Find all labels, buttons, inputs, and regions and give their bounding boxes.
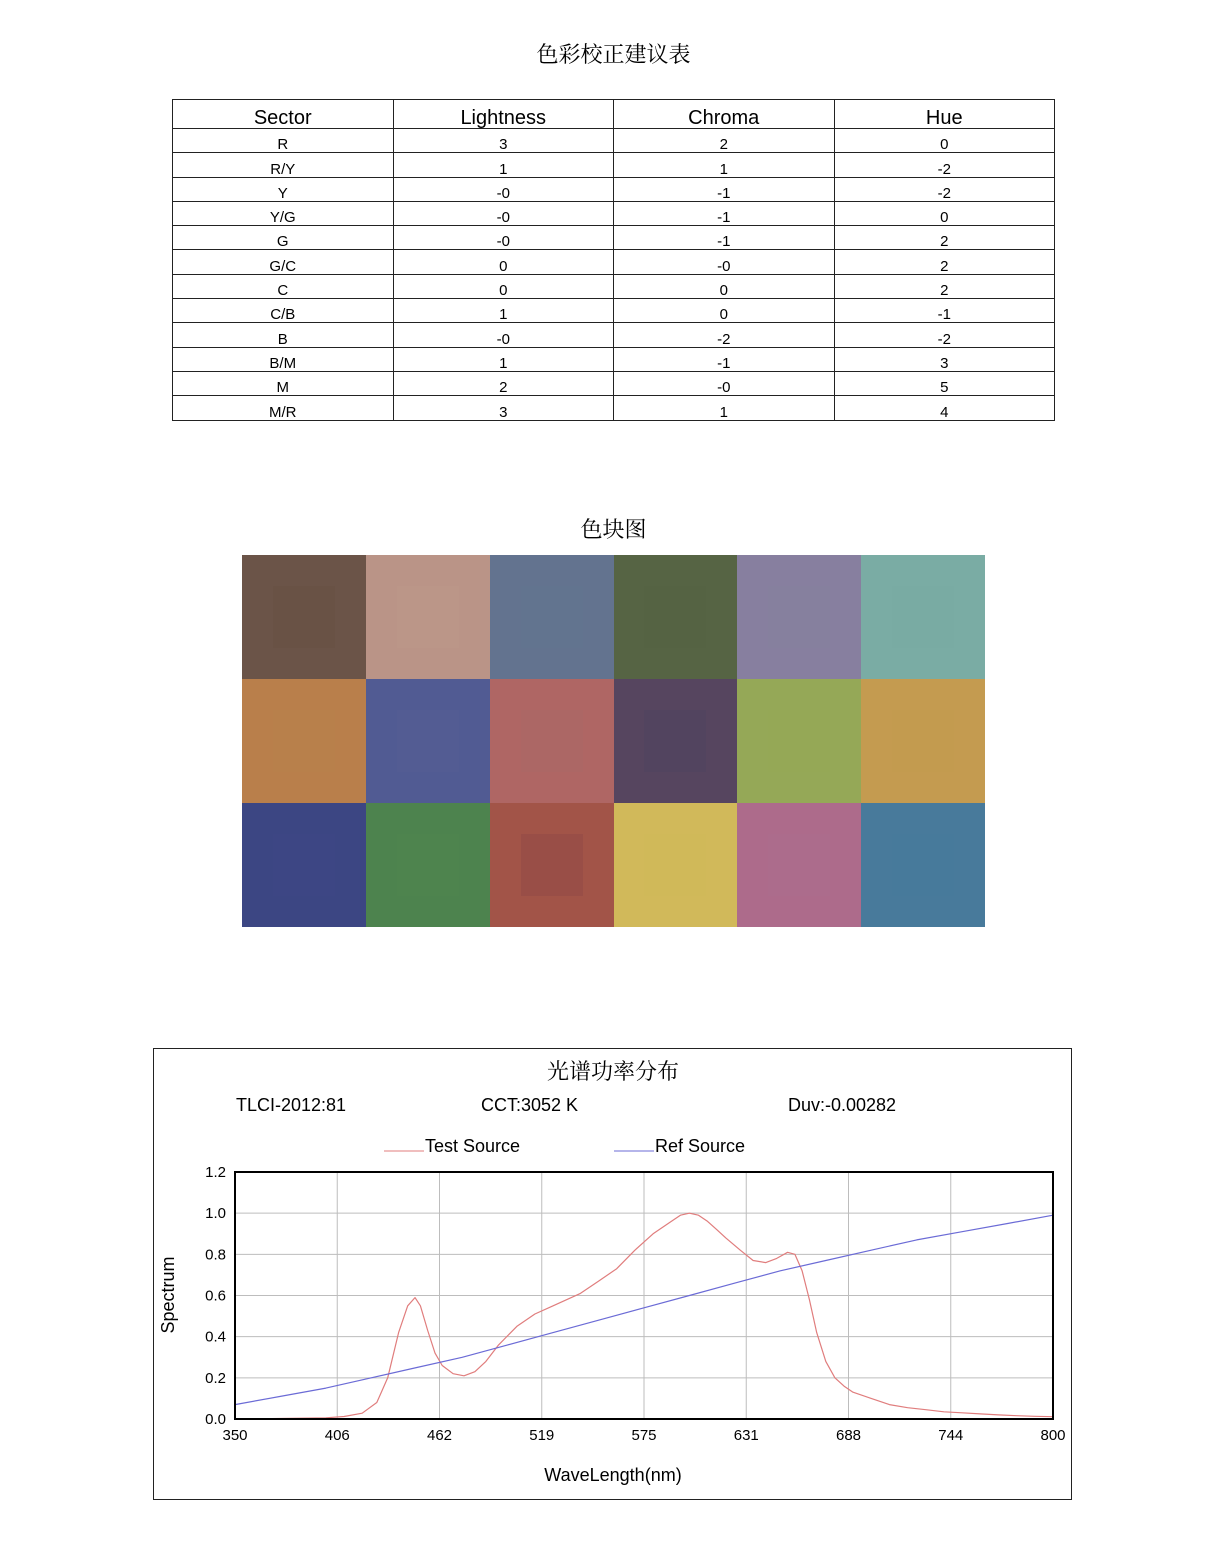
color-swatch: [490, 555, 614, 679]
swatch-title: 色块图: [580, 518, 647, 543]
x-tick-label: 688: [835, 1427, 862, 1444]
hue-cell: -2: [834, 323, 1055, 347]
color-swatch-corrected: [768, 834, 830, 896]
chroma-cell: 2: [614, 129, 835, 153]
hue-cell: 0: [834, 129, 1055, 153]
table-row: [173, 201, 1055, 225]
color-swatch: [614, 803, 738, 927]
color-swatch: [737, 803, 861, 927]
color-swatch: [861, 803, 985, 927]
color-swatch-corrected: [644, 834, 706, 896]
table-row: [173, 226, 1055, 250]
chroma-cell: 1: [614, 153, 835, 177]
lightness-cell: 2: [393, 371, 614, 395]
color-swatch: [614, 679, 738, 803]
lightness-cell: -0: [393, 226, 614, 250]
hue-cell: -2: [834, 153, 1055, 177]
table-row: [173, 323, 1055, 347]
color-swatch-corrected: [768, 586, 830, 648]
hue-cell: 2: [834, 226, 1055, 250]
color-swatch-corrected: [644, 710, 706, 772]
y-tick-label: 0.0: [205, 1411, 226, 1428]
table-row: [173, 371, 1055, 395]
sector-cell: M: [173, 371, 394, 395]
table-row: [173, 347, 1055, 371]
color-swatch-corrected: [521, 710, 583, 772]
color-swatch-corrected: [644, 586, 706, 648]
color-swatch-corrected: [892, 586, 954, 648]
color-swatch: [861, 555, 985, 679]
hue-cell: 4: [834, 396, 1055, 420]
table-row: [173, 299, 1055, 323]
color-swatch-corrected: [273, 710, 335, 772]
column-header-lightness: Lightness: [393, 100, 614, 129]
hue-cell: 0: [834, 201, 1055, 225]
color-swatch-corrected: [521, 834, 583, 896]
sector-cell: G: [173, 226, 394, 250]
color-swatch: [366, 555, 490, 679]
color-swatch-corrected: [397, 586, 459, 648]
tick-labels: [205, 1164, 1065, 1444]
chart-title: 光谱功率分布: [546, 1059, 680, 1084]
hue-cell: 2: [834, 250, 1055, 274]
duv-value: Duv:-0.00282: [788, 1095, 897, 1115]
chroma-cell: 0: [614, 299, 835, 323]
table-body: [173, 129, 1055, 421]
color-swatch: [366, 679, 490, 803]
lightness-cell: 0: [393, 250, 614, 274]
hue-cell: 3: [834, 347, 1055, 371]
sector-cell: Y: [173, 177, 394, 201]
legend: [384, 1136, 745, 1156]
chroma-cell: -1: [614, 226, 835, 250]
table-row: [173, 396, 1055, 420]
color-swatch-corrected: [521, 586, 583, 648]
chroma-cell: -0: [614, 371, 835, 395]
y-tick-label: 0.8: [205, 1246, 226, 1264]
hue-cell: 5: [834, 371, 1055, 395]
chroma-cell: -1: [614, 347, 835, 371]
tlci-value: TLCI-2012:81: [236, 1095, 347, 1115]
hue-cell: -1: [834, 299, 1055, 323]
y-tick-label: 1.0: [205, 1205, 226, 1223]
chroma-cell: -1: [614, 177, 835, 201]
table-row: [173, 129, 1055, 153]
color-swatch: [861, 679, 985, 803]
chroma-cell: 0: [614, 274, 835, 298]
color-swatch: [614, 555, 738, 679]
sector-cell: R/Y: [173, 153, 394, 177]
lightness-cell: -0: [393, 201, 614, 225]
spd-panel: [153, 1048, 1072, 1500]
sector-cell: G/C: [173, 250, 394, 274]
sector-cell: B: [173, 323, 394, 347]
y-tick-label: 1.2: [205, 1164, 226, 1181]
sector-cell: R: [173, 129, 394, 153]
chroma-cell: -2: [614, 323, 835, 347]
x-tick-label: 350: [222, 1427, 248, 1444]
chroma-cell: 1: [614, 396, 835, 420]
color-swatch-corrected: [273, 834, 335, 896]
color-swatch: [242, 803, 366, 927]
color-swatch-corrected: [768, 710, 830, 772]
color-swatch-corrected: [397, 834, 459, 896]
table-row: [173, 274, 1055, 298]
x-tick-label: 744: [938, 1427, 964, 1444]
color-swatch: [737, 679, 861, 803]
color-swatch-corrected: [273, 586, 335, 648]
lightness-cell: 1: [393, 153, 614, 177]
spd-chart: [154, 1049, 1071, 1499]
table-row: [173, 153, 1055, 177]
y-tick-label: 0.2: [205, 1369, 226, 1387]
sector-cell: B/M: [173, 347, 394, 371]
column-header-chroma: Chroma: [614, 100, 835, 129]
table-row: [173, 250, 1055, 274]
correction-table: [172, 99, 1055, 421]
correction-table-title: 色彩校正建议表: [536, 43, 691, 68]
color-swatch: [490, 679, 614, 803]
color-swatch-corrected: [892, 710, 954, 772]
chroma-cell: -1: [614, 201, 835, 225]
x-tick-label: 631: [733, 1427, 759, 1444]
lightness-cell: -0: [393, 177, 614, 201]
y-axis-label: Spectrum: [158, 1256, 178, 1334]
color-swatch: [366, 803, 490, 927]
swatch-grid: [242, 555, 985, 927]
color-swatch-corrected: [892, 834, 954, 896]
lightness-cell: 0: [393, 274, 614, 298]
x-tick-label: 519: [529, 1427, 555, 1444]
y-tick-label: 0.6: [205, 1287, 226, 1305]
grid: [235, 1172, 1053, 1419]
table-row: [173, 177, 1055, 201]
x-tick-label: 800: [1040, 1427, 1066, 1444]
legend-test-label: Test Source: [425, 1136, 521, 1156]
x-tick-label: 406: [324, 1427, 350, 1444]
hue-cell: 2: [834, 274, 1055, 298]
column-header-sector: Sector: [173, 100, 394, 129]
legend-ref-label: Ref Source: [655, 1136, 746, 1156]
color-swatch: [242, 555, 366, 679]
lightness-cell: 1: [393, 347, 614, 371]
color-swatch: [737, 555, 861, 679]
color-swatch-corrected: [397, 710, 459, 772]
chroma-cell: -0: [614, 250, 835, 274]
color-swatch: [490, 803, 614, 927]
lightness-cell: 1: [393, 299, 614, 323]
x-axis-label: WaveLength(nm): [544, 1465, 682, 1485]
sector-cell: C: [173, 274, 394, 298]
color-swatch: [242, 679, 366, 803]
sector-cell: Y/G: [173, 201, 394, 225]
column-header-hue: Hue: [834, 100, 1055, 129]
sector-cell: M/R: [173, 396, 394, 420]
cct-value: CCT:3052 K: [481, 1095, 579, 1115]
x-tick-label: 575: [631, 1427, 657, 1444]
x-tick-label: 462: [426, 1427, 453, 1444]
lightness-cell: 3: [393, 396, 614, 420]
table-header-row: [173, 100, 1055, 129]
lightness-cell: -0: [393, 323, 614, 347]
hue-cell: -2: [834, 177, 1055, 201]
lightness-cell: 3: [393, 129, 614, 153]
y-tick-label: 0.4: [205, 1328, 226, 1346]
sector-cell: C/B: [173, 299, 394, 323]
